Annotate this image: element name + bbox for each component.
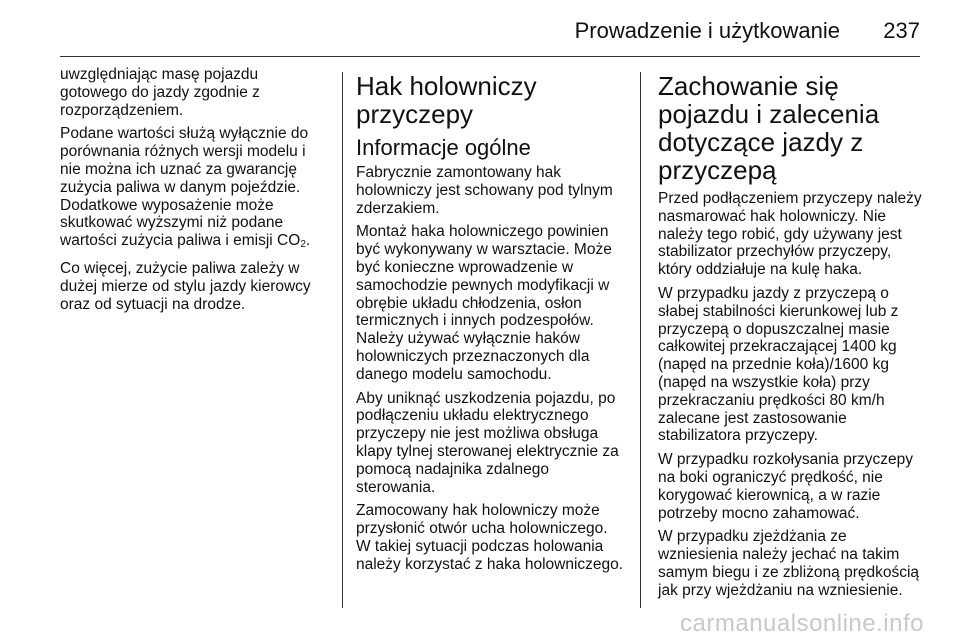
col1-paragraph-2 <box>60 125 328 254</box>
col3-paragraph-2: W przypadku jazdy z przyczepą o słabej stabilności kierunkowej lub z przyczepą o dopuszczalnej masie całkowitej przekraczającej 1400 kg (napęd na przednie koła)/1600 kg (napęd na wszystkie koła) przy przekraczaniu prędkości 80 km/h zalecane jest zastosowanie stabilizatora przyczepy. <box>658 284 899 445</box>
watermark: carmanualsonline.info <box>680 610 924 637</box>
col3-paragraph-1: Przed podłączeniem przyczepy należy nasmarować hak holowniczy. Nie należy tego robić, gdy używany jest stabilizator przechyłów przyczepy, który oddziałuje na kulę haka. <box>658 190 922 279</box>
page-header <box>60 14 920 50</box>
col1-paragraph-2-text: Podane wartości służą wyłącznie do porównania różnych wersji modelu i nie można ich uznać za gwarancję zużycia paliwa w danym pojeździe. Dodatkowe wyposażenie może skutkować wyższymi niż podane wartości zużycia paliwa i emisji CO <box>60 125 309 250</box>
page-number: 237 <box>883 18 920 43</box>
subsection-title-general: Informacje ogólne <box>356 135 531 160</box>
column-divider-1 <box>342 72 343 608</box>
header-rule <box>60 56 920 57</box>
column-1 <box>60 66 328 319</box>
col1-paragraph-3: Co więcej, zużycie paliwa zależy w dużej mierze od stylu jazdy kierowcy oraz od sytuacji na drodze. <box>60 259 311 313</box>
col1-paragraph-1: uwzględniając masę pojazdu gotowego do jazdy zgodnie z rozporządzeniem. <box>60 66 260 119</box>
col2-paragraph-1: Fabrycznie zamontowany hak holowniczy jest schowany pod tylnym zderzakiem. <box>356 164 613 217</box>
col1-paragraph-2-end: . <box>305 232 311 250</box>
col2-paragraph-2: Montaż haka holowniczego powinien być wykonywany w warsztacie. Może być konieczne wprowadzenie w samochodzie pewnych modyfikacji w obrębie układu chłodzenia, osłon termicznych i innych podzespołów. Należy używać wyłącznie haków holowniczych przeznaczonych dla danego modelu samochodu. <box>356 223 612 383</box>
col3-paragraph-3: W przypadku rozkołysania przyczepy na boki ograniczyć prędkość, nie korygować kierownicą, a w razie potrzeby mocno zahamować. <box>658 451 913 522</box>
col2-paragraph-4: Zamocowany hak holowniczy może przysłonić otwór ucha holowniczego. W takiej sytuacji podczas holowania należy korzystać z haka holowniczego. <box>356 502 624 573</box>
co2-subscript: 2 <box>300 239 306 251</box>
col2-paragraph-3: Aby uniknąć uszkodzenia pojazdu, po podłączeniu układu elektrycznego przyczepy nie jest możliwa obsługa klapy tylnej sterowanej elektrycznie za pomocą nadajnika zdalnego sterowania. <box>356 389 619 496</box>
section-title-driving-with-trailer: Zachowanie się pojazdu i zalecenia dotyczące jazdy z przyczepą <box>658 71 880 185</box>
running-header-title: Prowadzenie i użytkowanie <box>574 18 840 43</box>
col3-paragraph-4: W przypadku zjeżdżania ze wzniesienia należy jechać na takim samym biegu i ze zbliżoną prędkością jak przy wjeżdżaniu na wzniesienie. <box>658 528 920 599</box>
column-2 <box>356 66 624 580</box>
section-title-tow-hitch: Hak holowniczy przyczepy <box>356 71 537 129</box>
column-3 <box>658 66 924 606</box>
column-divider-2 <box>640 72 641 608</box>
